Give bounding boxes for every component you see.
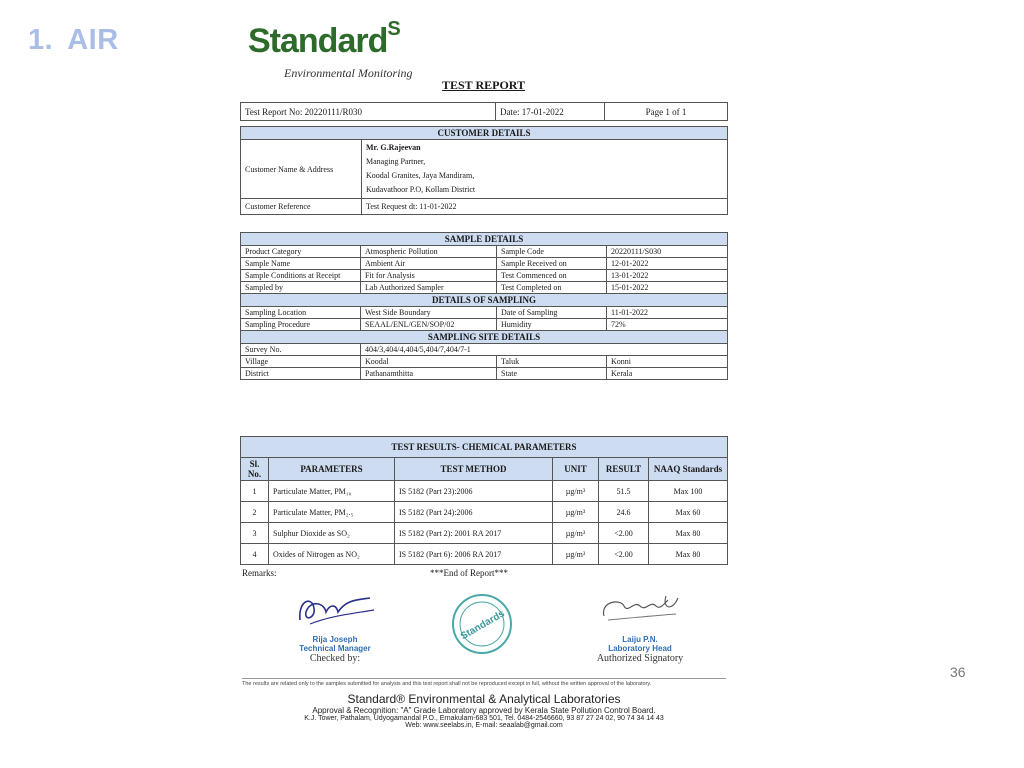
table-cell: Max 100 xyxy=(649,481,728,502)
table-cell: West Side Boundary xyxy=(361,307,497,319)
table-cell: Kerala xyxy=(607,368,728,380)
table-cell: Village xyxy=(241,356,361,368)
table-cell: SEAAL/ENL/GEN/SOP/02 xyxy=(361,319,497,331)
table-cell: Lab Authorized Sampler xyxy=(361,282,497,294)
disclaimer-text: The results are related only to the samples submitted for analysis and this test report shall not be reproduced except in full, without the written approval of the laboratory. xyxy=(242,678,726,687)
lab-name: Standard® Environmental & Analytical Laboratories xyxy=(347,692,621,706)
table-cell: Particulate Matter, PM₁₀ xyxy=(269,481,395,502)
table-cell: Sample Code xyxy=(497,246,607,258)
table-cell: Max 80 xyxy=(649,544,728,565)
report-title: TEST REPORT xyxy=(442,78,526,92)
table-row xyxy=(241,502,728,523)
signatory-name: Rija Joseph xyxy=(312,635,358,644)
table-cell: Koodal xyxy=(361,356,497,368)
table-cell: <2.00 xyxy=(599,544,649,565)
test-results-table xyxy=(240,436,728,565)
table-cell: IS 5182 (Part 6): 2006 RA 2017 xyxy=(395,544,553,565)
results-header-row xyxy=(241,458,728,481)
table-cell: 404/3,404/4,404/5,404/7,404/7-1 xyxy=(361,344,728,356)
table-cell: Sampling Procedure xyxy=(241,319,361,331)
lab-seal-icon xyxy=(450,592,514,656)
table-cell: Ambient Air xyxy=(361,258,497,270)
table-cell: 4 xyxy=(241,544,269,565)
table-cell: <2.00 xyxy=(599,523,649,544)
table-cell: IS 5182 (Part 24):2006 xyxy=(395,502,553,523)
table-cell: Max 80 xyxy=(649,523,728,544)
signature-caption: Authorized Signatory xyxy=(596,653,684,664)
lab-approval: Approval & Recognition: "A" Grade Laboratory approved by Kerala State Pollution Control Board. xyxy=(312,706,656,715)
table-cell: 20220111/S030 xyxy=(607,246,728,258)
table-cell: State xyxy=(497,368,607,380)
table-row xyxy=(241,368,728,380)
table-cell: 72% xyxy=(607,319,728,331)
table-cell: Pathanamthitta xyxy=(361,368,497,380)
customer-name: Mr. G.Rajeevan xyxy=(366,143,421,152)
customer-address-line: Koodal Granites, Jaya Mandiram, xyxy=(366,171,475,180)
table-cell: 15-01-2022 xyxy=(607,282,728,294)
table-cell: µg/m³ xyxy=(553,481,599,502)
table-cell: Sampled by xyxy=(241,282,361,294)
table-row xyxy=(241,270,728,282)
table-cell: Konni xyxy=(607,356,728,368)
table-row xyxy=(241,481,728,502)
table-cell: Humidity xyxy=(497,319,607,331)
table-cell: Taluk xyxy=(497,356,607,368)
table-cell: Fit for Analysis xyxy=(361,270,497,282)
sampling-section-title: DETAILS OF SAMPLING xyxy=(241,294,728,307)
signatory-name: Laiju P.N. xyxy=(622,635,658,644)
lab-footer xyxy=(234,692,734,729)
test-report-document xyxy=(234,14,734,754)
customer-details-table xyxy=(240,126,728,215)
table-cell: Test Commenced on xyxy=(497,270,607,282)
table-cell: 11-01-2022 xyxy=(607,307,728,319)
signatory-role: Laboratory Head xyxy=(608,644,672,653)
column-header: TEST METHOD xyxy=(395,458,553,481)
table-cell: Sulphur Dioxide as SO₂ xyxy=(269,523,395,544)
report-page: Page 1 of 1 xyxy=(605,103,728,121)
table-row xyxy=(241,356,728,368)
logo-wordmark: Standard$^S$ xyxy=(248,18,400,60)
slide-heading-text: AIR xyxy=(67,24,119,56)
customer-address-line: Managing Partner, xyxy=(366,157,426,166)
signature-authorized xyxy=(570,590,710,664)
slide-heading xyxy=(28,24,119,57)
column-header: PARAMETERS xyxy=(269,458,395,481)
table-cell: Oxides of Nitrogen as NO₂ xyxy=(269,544,395,565)
table-cell: 2 xyxy=(241,502,269,523)
table-cell: Particulate Matter, PM₂.₅ xyxy=(269,502,395,523)
table-cell: 24.6 xyxy=(599,502,649,523)
table-cell: IS 5182 (Part 2): 2001 RA 2017 xyxy=(395,523,553,544)
slide-heading-number: 1. xyxy=(28,24,54,56)
table-cell: µg/m³ xyxy=(553,523,599,544)
signature-caption: Checked by: xyxy=(309,653,361,664)
logo-subtitle: Environmental Monitoring xyxy=(284,66,413,80)
table-row xyxy=(241,544,728,565)
customer-reference-label: Customer Reference xyxy=(241,199,362,215)
svg-text:Standards: Standards xyxy=(458,608,507,643)
sample-section-title: SAMPLE DETAILS xyxy=(241,233,728,246)
table-cell: 51.5 xyxy=(599,481,649,502)
table-cell: 1 xyxy=(241,481,269,502)
table-cell: Survey No. xyxy=(241,344,361,356)
table-cell: Date of Sampling xyxy=(497,307,607,319)
table-cell: Product Category xyxy=(241,246,361,258)
column-header: NAAQ Standards xyxy=(649,458,728,481)
table-cell: Test Completed on xyxy=(497,282,607,294)
table-row xyxy=(241,523,728,544)
report-header-table xyxy=(240,102,728,121)
standards-logo xyxy=(248,18,423,90)
table-cell: 3 xyxy=(241,523,269,544)
table-cell: Sample Received on xyxy=(497,258,607,270)
column-header: RESULT xyxy=(599,458,649,481)
table-cell: µg/m³ xyxy=(553,502,599,523)
results-section-title: TEST RESULTS- CHEMICAL PARAMETERS xyxy=(241,437,728,458)
lab-web-email: Web: www.seelabs.in, E-mail: seaalab@gmail.com xyxy=(405,722,563,729)
site-section-title: SAMPLING SITE DETAILS xyxy=(241,331,728,344)
customer-name-label: Customer Name & Address xyxy=(241,140,362,199)
table-row xyxy=(241,319,728,331)
end-of-report: ***End of Report*** xyxy=(430,568,508,578)
report-date: Date: 17-01-2022 xyxy=(496,103,605,121)
table-cell: 13-01-2022 xyxy=(607,270,728,282)
column-header: Sl. No. xyxy=(241,458,269,481)
customer-address-line: Kudavathoor P.O, Kollam District xyxy=(366,185,476,194)
table-cell: Atmospheric Pollution xyxy=(361,246,497,258)
table-cell: Sample Name xyxy=(241,258,361,270)
lab-address: K.J. Tower, Pathalam, Udyogamandal P.O., Ernakulam-683 501, Tel. 0484-2546660, 93 87 27 24 02, 90 74 34 14 43 xyxy=(304,715,664,722)
customer-reference: Test Request dt: 11-01-2022 xyxy=(362,199,728,215)
slide-page-number: 36 xyxy=(950,664,966,680)
sample-details-table xyxy=(240,232,728,380)
table-row xyxy=(241,282,728,294)
table-cell: Max 60 xyxy=(649,502,728,523)
table-row xyxy=(241,344,728,356)
table-row xyxy=(241,258,728,270)
signature-checked-by xyxy=(270,590,400,664)
remarks-label: Remarks: xyxy=(242,568,277,578)
signatory-role: Technical Manager xyxy=(299,644,371,653)
customer-section-title: CUSTOMER DETAILS xyxy=(241,127,728,140)
table-cell: IS 5182 (Part 23):2006 xyxy=(395,481,553,502)
table-cell: µg/m³ xyxy=(553,544,599,565)
signature-scribble-icon xyxy=(590,590,690,630)
column-header: UNIT xyxy=(553,458,599,481)
signature-scribble-icon xyxy=(290,590,380,630)
table-cell: 12-01-2022 xyxy=(607,258,728,270)
table-row xyxy=(241,307,728,319)
table-cell: Sample Conditions at Receipt xyxy=(241,270,361,282)
report-number: Test Report No: 20220111/R030 xyxy=(241,103,496,121)
table-cell: District xyxy=(241,368,361,380)
table-row xyxy=(241,246,728,258)
table-cell: Sampling Location xyxy=(241,307,361,319)
